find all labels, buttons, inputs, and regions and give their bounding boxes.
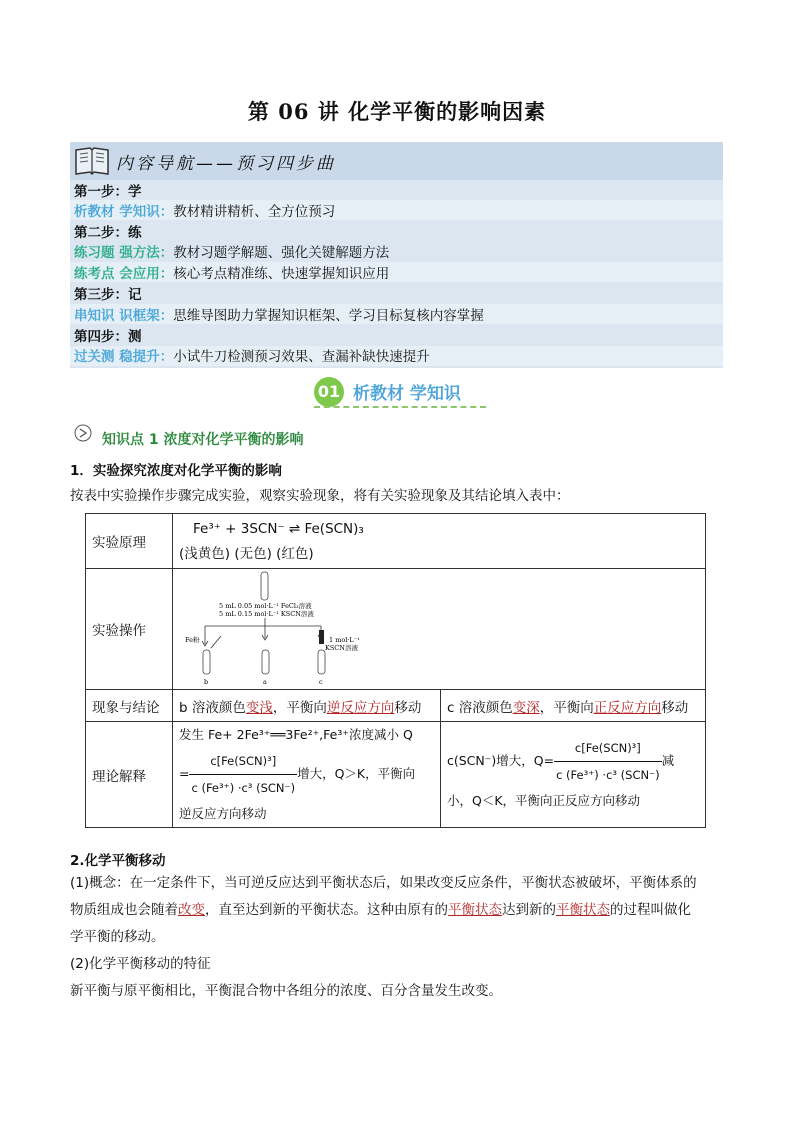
paragraph-line: 学平衡的移动。 — [70, 929, 165, 945]
equation-colors: (浅黄色) (无色) (红色) — [179, 545, 314, 562]
diagram-tube-a: a — [263, 678, 267, 686]
answer-text: 改变 — [178, 902, 205, 918]
nav-header — [70, 142, 723, 180]
nav-step-1: 第一步：学 — [74, 184, 142, 200]
text: 物质组成也会随着 — [70, 902, 178, 918]
diagram-kscn-2: KSCN溶液 — [325, 644, 358, 652]
nav-row-3 — [74, 264, 389, 284]
experiment-table — [85, 513, 706, 828]
nav-row-4-text: 思维导图助力掌握知识框架、学习目标复核内容掌握 — [173, 308, 484, 324]
answer-text: 逆反应方向 — [326, 699, 395, 716]
diagram-line-1: 5 mL 0.05 mol·L⁻¹ FeCl₃溶液 — [219, 602, 312, 610]
text: 增大，Q＞K，平衡向 — [297, 766, 416, 781]
text: 移动 — [394, 699, 422, 716]
text: 减 — [661, 753, 675, 768]
fraction-denominator: c (Fe³⁺) ·c³ (SCN⁻) — [556, 768, 660, 782]
nav-header-title: 内容导航——预习四步曲 — [116, 154, 336, 174]
table-row-operation — [86, 569, 706, 690]
diagram-kscn-1: 1 mol·L⁻¹ — [329, 636, 360, 644]
diagram-tube-c: c — [319, 678, 323, 686]
text: 的过程叫做化 — [610, 902, 691, 918]
content-navigation — [70, 142, 723, 368]
answer-text: 变深 — [512, 699, 540, 716]
q-fraction — [189, 748, 297, 801]
fraction-denominator: c (Fe³⁺) ·c³ (SCN⁻) — [191, 781, 296, 795]
nav-step-3: 第三步：记 — [74, 287, 142, 303]
fraction-numerator: c[Fe(SCN)³] — [189, 748, 297, 775]
section-title: 析教材 学知识 — [353, 384, 461, 404]
answer-text: 平衡状态 — [556, 902, 610, 918]
cell-phenomenon-b — [173, 690, 441, 722]
table-row-phenomenon — [86, 690, 706, 722]
cell-principle — [173, 514, 706, 569]
page-title: 第 06 讲 化学平衡的影响因素 — [247, 99, 547, 124]
diagram-fe-label: Fe粉 — [185, 636, 200, 644]
text: ，平衡向 — [272, 699, 327, 716]
intro-paragraph: 按表中实验操作步骤完成实验，观察实验现象，将有关实验现象及其结论填入表中： — [70, 488, 570, 504]
theory-line: 逆反应方向移动 — [179, 806, 267, 821]
text: c(SCN⁻)增大，Q= — [447, 753, 555, 768]
table-row-theory — [86, 722, 706, 828]
arrow-circle-icon — [74, 424, 92, 442]
cell-phenomenon-c — [441, 690, 706, 722]
text: b 溶液颜色 — [179, 699, 246, 716]
text: 达到新的 — [502, 902, 556, 918]
text: ，直至达到新的平衡状态。这种由原有的 — [205, 902, 448, 918]
section-underline — [314, 406, 486, 408]
paragraph-line: (2)化学平衡移动的特征 — [70, 956, 211, 972]
paragraph-line: 新平衡与原平衡相比，平衡混合物中各组分的浓度、百分含量发生改变。 — [70, 983, 502, 999]
experiment-diagram — [181, 570, 441, 688]
text: ，平衡向 — [539, 699, 594, 716]
nav-row-4-highlight: 串知识 识框架： — [74, 308, 174, 324]
nav-row-4 — [74, 306, 484, 326]
paragraph-line: (1)概念：在一定条件下，当可逆反应达到平衡状态后，如果改变反应条件，平衡状态被破坏，平衡体系的 — [70, 875, 697, 891]
cell-label: 理论解释 — [86, 722, 173, 828]
cell-theory-c — [441, 722, 706, 828]
nav-row-3-text: 核心考点精准练、快速掌握知识应用 — [173, 266, 390, 282]
book-icon — [72, 144, 112, 178]
knowledge-point-title: 知识点 1 浓度对化学平衡的影响 — [102, 432, 304, 448]
nav-row-5-highlight: 过关测 稳提升： — [74, 349, 174, 365]
diagram-line-2: 5 mL 0.15 mol·L⁻¹ KSCN溶液 — [219, 610, 314, 618]
section-number-badge: 01 — [314, 377, 344, 407]
fraction-numerator: c[Fe(SCN)³] — [554, 735, 662, 762]
table-row-principle — [86, 514, 706, 569]
nav-row-2-highlight: 练习题 强方法： — [74, 245, 174, 261]
diagram-tube-b: b — [204, 678, 209, 686]
nav-step-4: 第四步：测 — [74, 329, 142, 345]
text: = — [179, 766, 190, 781]
nav-row-1-text: 教材精讲精析、全方位预习 — [173, 204, 336, 220]
nav-row-1 — [74, 202, 335, 222]
heading-equilibrium-shift: 2.化学平衡移动 — [70, 853, 166, 869]
paragraph-line — [70, 897, 726, 924]
cell-label: 实验操作 — [86, 569, 173, 690]
text: c 溶液颜色 — [447, 699, 513, 716]
cell-theory-b — [173, 722, 441, 828]
concept-paragraph — [70, 870, 726, 1005]
theory-line: 发生 Fe+ 2Fe³⁺══3Fe²⁺,Fe³⁺浓度减小 Q — [179, 727, 413, 742]
nav-row-5 — [74, 347, 430, 367]
nav-row-3-highlight: 练考点 会应用： — [74, 266, 174, 282]
q-fraction — [554, 735, 662, 788]
nav-row-1-highlight: 析教材 学知识： — [74, 204, 174, 220]
cell-label: 现象与结论 — [86, 690, 173, 722]
equation: Fe³⁺ + 3SCN⁻ ⇌ Fe(SCN)₃ — [193, 520, 364, 537]
nav-row-2-text: 教材习题学解题、强化关键解题方法 — [173, 245, 390, 261]
theory-line: 小，Q＜K，平衡向正反应方向移动 — [447, 793, 641, 808]
nav-row-2 — [74, 243, 389, 263]
answer-text: 正反应方向 — [593, 699, 662, 716]
nav-row-5-text: 小试牛刀检测预习效果、查漏补缺快速提升 — [173, 349, 430, 365]
nav-step-2: 第二步：练 — [74, 225, 142, 241]
answer-text: 变浅 — [245, 699, 273, 716]
answer-text: 平衡状态 — [448, 902, 502, 918]
cell-label: 实验原理 — [86, 514, 173, 569]
text: 移动 — [661, 699, 689, 716]
heading-experiment: 1．实验探究浓度对化学平衡的影响 — [70, 463, 282, 479]
cell-operation — [173, 569, 706, 690]
